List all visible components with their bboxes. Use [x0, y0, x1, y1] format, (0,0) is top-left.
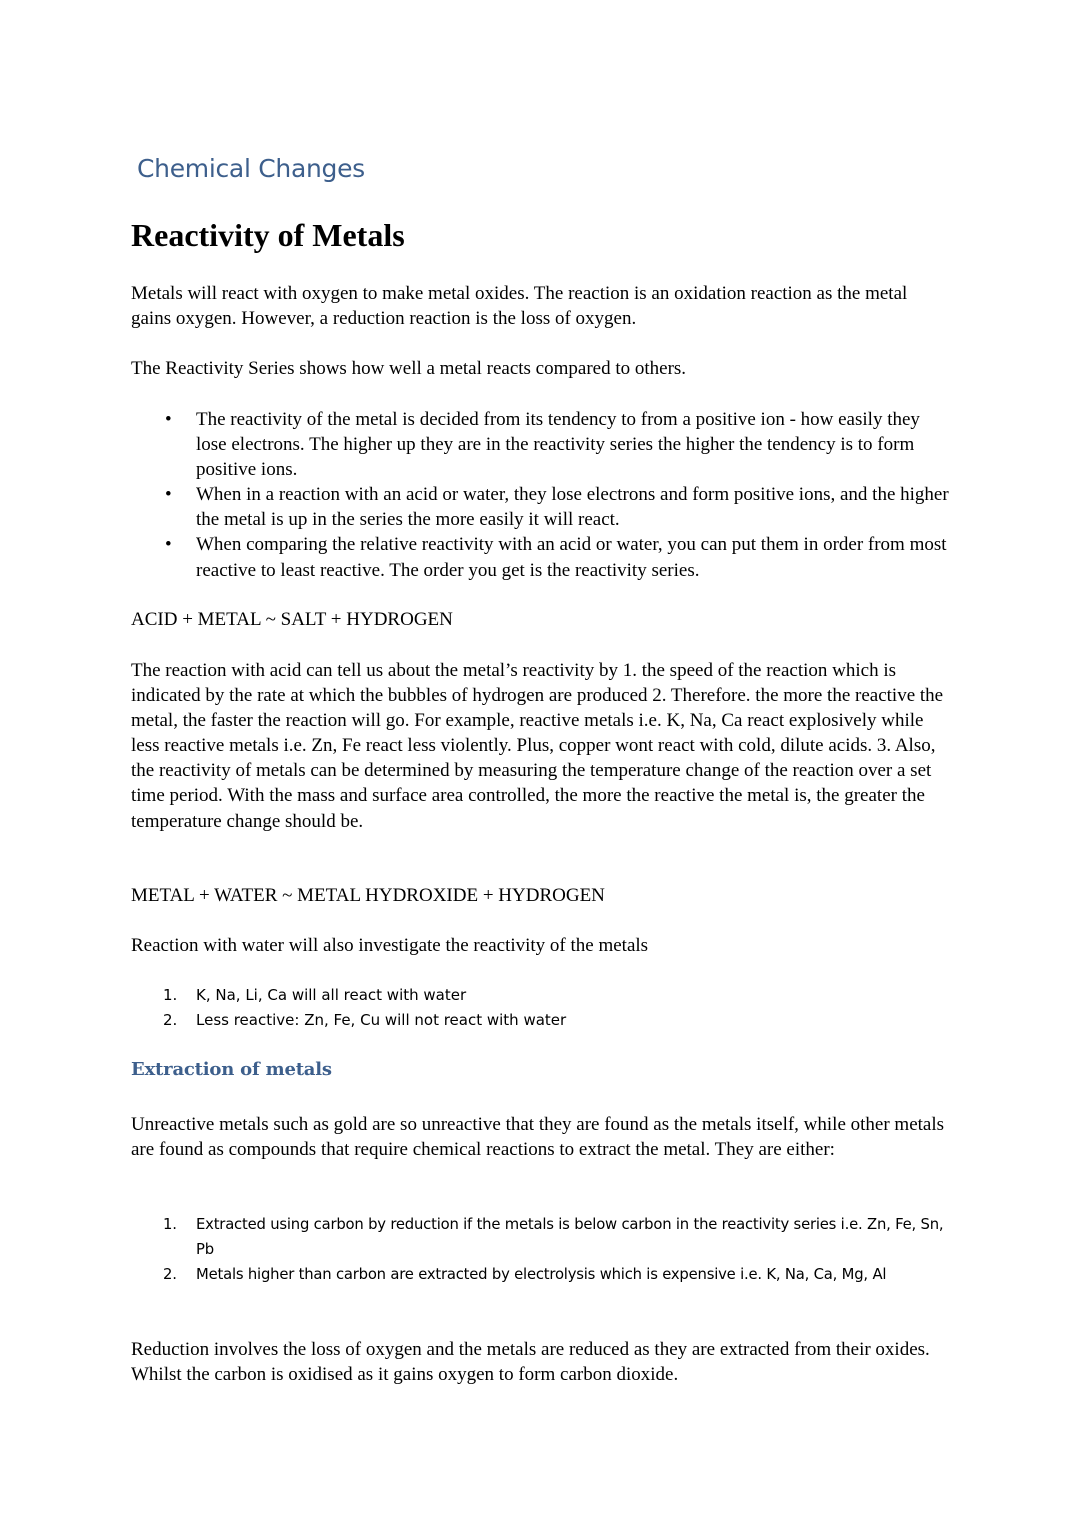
subject-title: Chemical Changes — [137, 154, 365, 183]
bullet-text: When in a reaction with an acid or water, they lose electrons and form positive ions, and the higher the metal is up in the series the more easily it will react. — [196, 484, 949, 531]
bullet-dot-icon: • — [165, 534, 172, 556]
acid-equation: ACID + METAL ~ SALT + HYDROGEN — [131, 609, 453, 630]
bullet-dot-icon: • — [165, 409, 172, 430]
water-reaction-list — [131, 983, 951, 1033]
water-equation: METAL + WATER ~ METAL HYDROXIDE + HYDROGEN — [131, 885, 605, 906]
bullet-dot-icon: • — [165, 484, 172, 506]
list-text: K, Na, Li, Ca will all react with water — [196, 986, 467, 1004]
list-number: 1. — [163, 986, 178, 1004]
main-heading: Reactivity of Metals — [131, 217, 405, 253]
bullet-item — [131, 532, 951, 582]
list-text: Metals higher than carbon are extracted by electrolysis which is expensive i.e. K, Na, Ca, Mg, Al — [196, 1266, 887, 1283]
water-reaction-paragraph: Reaction with water will also investigate the reactivity of the metals — [131, 935, 649, 956]
extraction-paragraph: Unreactive metals such as gold are so unreactive that they are found as the metals itself, while other metals are found as compounds that require chemical reactions to extract the metal. They are either: — [131, 1114, 945, 1161]
intro-paragraph: Metals will react with oxygen to make metal oxides. The reaction is an oxidation reaction as the metal gains oxygen. However, a reduction reaction is the loss of oxygen. — [131, 283, 908, 330]
bullet-item — [131, 407, 951, 482]
list-item — [131, 1008, 951, 1033]
reactivity-series-paragraph: The Reactivity Series shows how well a metal reacts compared to others. — [131, 358, 687, 379]
reactivity-bullet-list — [131, 407, 951, 583]
list-item — [131, 1262, 951, 1287]
list-number: 2. — [163, 1266, 177, 1283]
extraction-heading: Extraction of metals — [131, 1059, 332, 1080]
list-item — [131, 1212, 951, 1262]
extraction-method-list — [131, 1212, 951, 1287]
list-text: Less reactive: Zn, Fe, Cu will not react with water — [196, 1011, 567, 1029]
bullet-item — [131, 482, 951, 532]
list-item — [131, 983, 951, 1008]
acid-reaction-paragraph: The reaction with acid can tell us about the metal’s reactivity by 1. the speed of the reaction which is indicated by the rate at which the bubbles of hydrogen are produced 2. Therefore. the more the reactive the metal, the faster the reaction will go. For example, reactive metals i.e. K, Na, Ca react explosively while less reactive metals i.e. Zn, Fe react less violently. Plus, copper wont react with cold, dilute acids. 3. Also, the reactivity of metals can be determined by measuring the temperature change of the reaction over a set time period. With the mass and surface area controlled, the more the reactive the metal is, the greater the temperature change should be. — [131, 660, 944, 832]
bullet-text: When comparing the relative reactivity with an acid or water, you can put them in order from most reactive to least reactive. The order you get is the reactivity series. — [196, 534, 947, 581]
list-number: 2. — [163, 1011, 178, 1029]
list-text: Extracted using carbon by reduction if the metals is below carbon in the reactivity series i.e. Zn, Fe, Sn, Pb — [196, 1216, 944, 1258]
list-number: 1. — [163, 1216, 177, 1233]
reduction-paragraph: Reduction involves the loss of oxygen and the metals are reduced as they are extracted from their oxides. Whilst the carbon is oxidised as it gains oxygen to form carbon dioxide. — [131, 1339, 930, 1386]
bullet-text: The reactivity of the metal is decided from its tendency to from a positive ion - how easily they lose electrons. The higher up they are in the reactivity series the higher the tendency is to form positive ions. — [196, 409, 920, 481]
